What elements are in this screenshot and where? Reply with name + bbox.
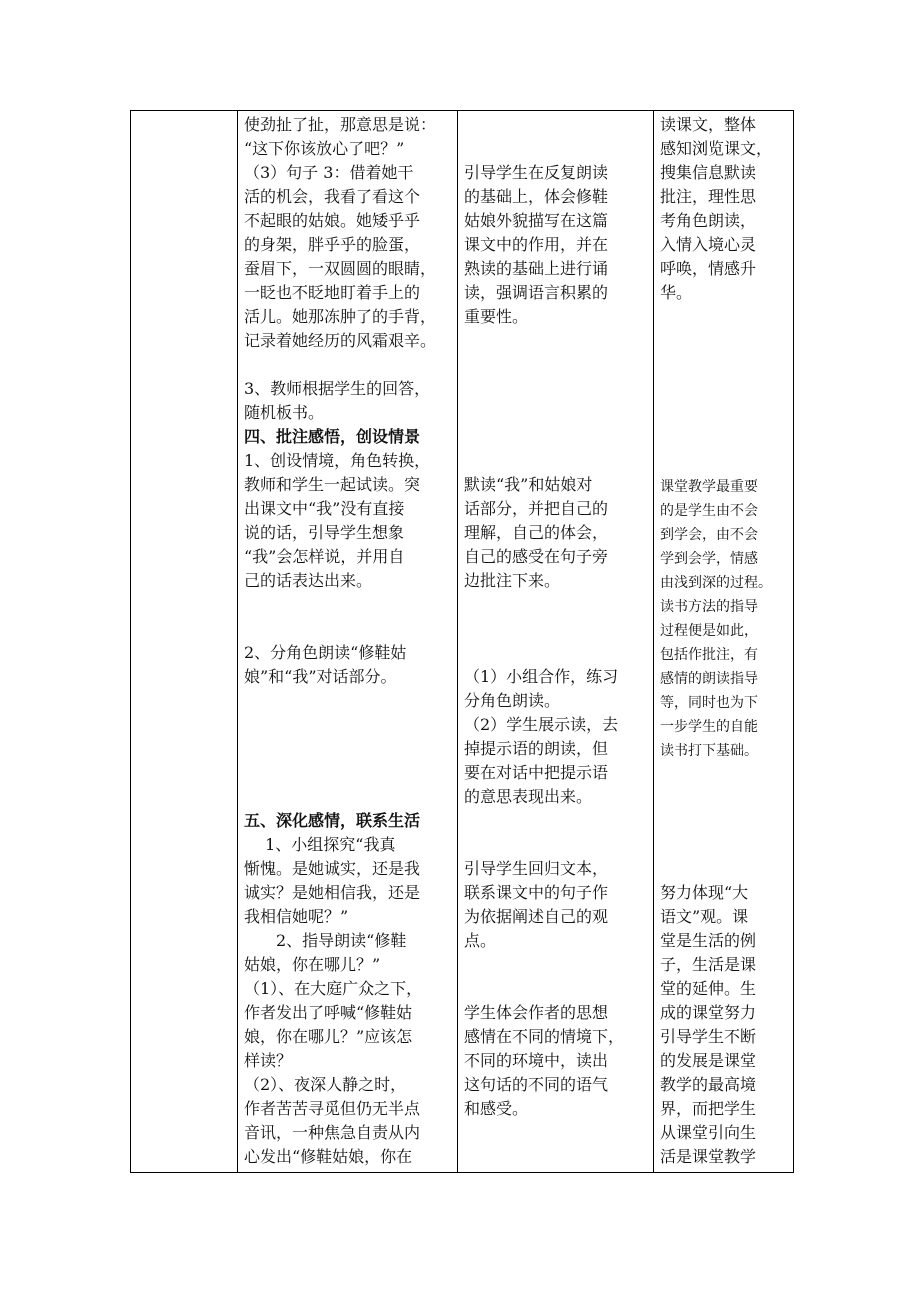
text-line: 引导学生不断 [660, 1027, 757, 1046]
text-line: 1、创设情境，角色转换， [244, 451, 431, 470]
section-heading: 五、深化感情，联系生活 [244, 811, 421, 830]
text-line: 界，而把学生 [660, 1099, 757, 1118]
text-line: 课文中的作用，并在 [464, 235, 609, 254]
text-line: 掉提示语的朗读，但 [464, 739, 609, 758]
text-line: 默读“我”和姑娘对 [464, 475, 593, 494]
text-line: 的发展是课堂 [660, 1051, 757, 1070]
text-line: 努力体现“大 [660, 883, 749, 902]
text-line: 随机板书。 [244, 403, 325, 422]
column-divider [653, 111, 654, 1172]
text-line: 心发出“修鞋姑娘，你在 [244, 1147, 413, 1166]
text-line: 的是学生由不会 [660, 503, 758, 519]
text-line: 堂的延伸。生 [660, 979, 757, 998]
text-line: 引导学生回归文本， [464, 859, 609, 878]
text-line: 蚕眉下，一双圆圆的眼睛， [244, 259, 437, 278]
text-line: 自己的感受在句子旁 [464, 547, 609, 566]
text-line: 引导学生在反复朗读 [464, 163, 609, 182]
text-line: 子，生活是课 [660, 955, 757, 974]
section-heading: 四、批注感悟，创设情景 [244, 427, 421, 446]
text-line: 活儿。她那冻肿了的手背， [244, 307, 437, 326]
column-divider [237, 111, 238, 1172]
text-line: 成的课堂努力 [660, 1003, 757, 1022]
text-line: 2、指导朗读“修鞋 [244, 931, 407, 950]
student-activity-block-2 [464, 473, 608, 593]
text-line: 由浅到深的过程。 [660, 575, 772, 591]
text-line: 出课文中“我”没有直接 [244, 499, 405, 518]
text-line: 己的话表达出来。 [244, 571, 373, 590]
text-line: 话部分，并把自己的 [464, 499, 609, 518]
text-line: 活的机会，我看了看这个 [244, 187, 421, 206]
text-line: 不起眼的姑娘。她矮乎乎 [244, 211, 421, 230]
text-line: 等，同时也为下 [660, 695, 758, 711]
text-line: 重要性。 [464, 307, 529, 326]
text-line: 2、分角色朗读“修鞋姑 [244, 643, 407, 662]
text-line: 熟读的基础上进行诵 [464, 259, 609, 278]
text-line: 理解，自己的体会， [464, 523, 609, 542]
text-line: 从课堂引向生 [660, 1123, 757, 1142]
text-line: 读课文，整体 [660, 115, 757, 134]
text-line: 华。 [660, 283, 693, 302]
text-line: 不同的环境中，读出 [464, 1051, 609, 1070]
text-line: 分角色朗读。 [464, 691, 561, 710]
text-line: 读书方法的指导 [660, 599, 758, 615]
text-line: （1）小组合作，练习 [464, 667, 619, 686]
text-line: 考角色朗读， [660, 211, 757, 230]
text-line: 1、小组探究“我真 [244, 835, 396, 854]
text-line: 的意思表现出来。 [464, 787, 593, 806]
design-intent-block-2 [660, 475, 772, 763]
text-line: 说的话，引导学生想象 [244, 523, 405, 542]
text-line: 点。 [464, 931, 497, 950]
text-line: 读书打下基础。 [660, 743, 758, 759]
text-line: 音讯，一种焦急自责从内 [244, 1123, 421, 1142]
text-line: 联系课文中的句子作 [464, 883, 609, 902]
lesson-plan-table [130, 110, 794, 1173]
text-line: 感知浏览课文， [660, 139, 773, 158]
text-line: 感情在不同的情境下， [464, 1027, 625, 1046]
teaching-process-column [244, 113, 436, 1169]
text-line: 搜集信息默读 [660, 163, 757, 182]
student-activity-block-1 [464, 161, 608, 329]
text-line: 活是课堂教学 [660, 1147, 757, 1166]
student-activity-block-4 [464, 857, 608, 953]
text-line: 3、教师根据学生的回答， [244, 379, 431, 398]
text-line: 堂是生活的例 [660, 931, 757, 950]
text-line: 惭愧。是她诚实，还是我 [244, 859, 421, 878]
text-line: 学生体会作者的思想 [464, 1003, 609, 1022]
text-line: 教学的最高境 [660, 1075, 757, 1094]
text-line: 过程便是如此， [660, 623, 758, 639]
text-line: （1）、在大庭广众之下， [244, 979, 423, 998]
text-line: 娘，你在哪儿？”应该怎 [244, 1027, 413, 1046]
text-line: 我相信她呢？” [244, 907, 349, 926]
text-line: 为依据阐述自己的观 [464, 907, 609, 926]
text-line: 要在对话中把提示语 [464, 763, 609, 782]
text-line: 感情的朗读指导 [660, 671, 758, 687]
text-line: 作者苦苦寻觅但仍无半点 [244, 1099, 421, 1118]
text-line: 姑娘，你在哪儿？” [244, 955, 381, 974]
text-line: （3）句子 3：借着她干 [244, 163, 414, 182]
text-line: 课堂教学最重要 [660, 479, 758, 495]
text-line: “我”会怎样说，并用自 [244, 547, 405, 566]
text-line: 入情入境心灵 [660, 235, 757, 254]
text-line: 边批注下来。 [464, 571, 561, 590]
text-line: 到学会，由不会 [660, 527, 758, 543]
text-line: 教师和学生一起试读。突 [244, 475, 421, 494]
student-activity-block-5 [464, 1001, 624, 1121]
text-line: 批注，理性思 [660, 187, 757, 206]
text-line: 语文”观。课 [660, 907, 749, 926]
text-line: 娘”和“我”对话部分。 [244, 667, 397, 686]
text-line: 一眨也不眨地盯着手上的 [244, 283, 421, 302]
text-line: 记录着她经历的风霜艰辛。 [244, 331, 437, 350]
text-line: 的身架，胖乎乎的脸蛋， [244, 235, 421, 254]
text-line: 读，强调语言积累的 [464, 283, 609, 302]
text-line: “这下你该放心了吧？” [244, 139, 405, 158]
text-line: 这句话的不同的语气 [464, 1075, 609, 1094]
text-line: 一步学生的自能 [660, 719, 758, 735]
text-line: 的基础上，体会修鞋 [464, 187, 609, 206]
text-line: 作者发出了呼喊“修鞋姑 [244, 1003, 413, 1022]
text-line: 使劲扯了扯，那意思是说： [244, 115, 437, 134]
text-line: 和感受。 [464, 1099, 529, 1118]
column-divider [457, 111, 458, 1172]
text-line: 包括作批注，有 [660, 647, 758, 663]
text-line: 姑娘外貌描写在这篇 [464, 211, 609, 230]
text-line: 样读？ [244, 1051, 293, 1070]
text-line: 诚实？是她相信我，还是 [244, 883, 421, 902]
text-line: 呼唤，情感升 [660, 259, 757, 278]
design-intent-block-3 [660, 881, 756, 1169]
student-activity-block-3 [464, 665, 618, 809]
text-line: （2）、夜深人静之时， [244, 1075, 407, 1094]
design-intent-block-1 [660, 113, 772, 305]
text-line: （2）学生展示读，去 [464, 715, 619, 734]
text-line: 学到会学，情感 [660, 551, 758, 567]
